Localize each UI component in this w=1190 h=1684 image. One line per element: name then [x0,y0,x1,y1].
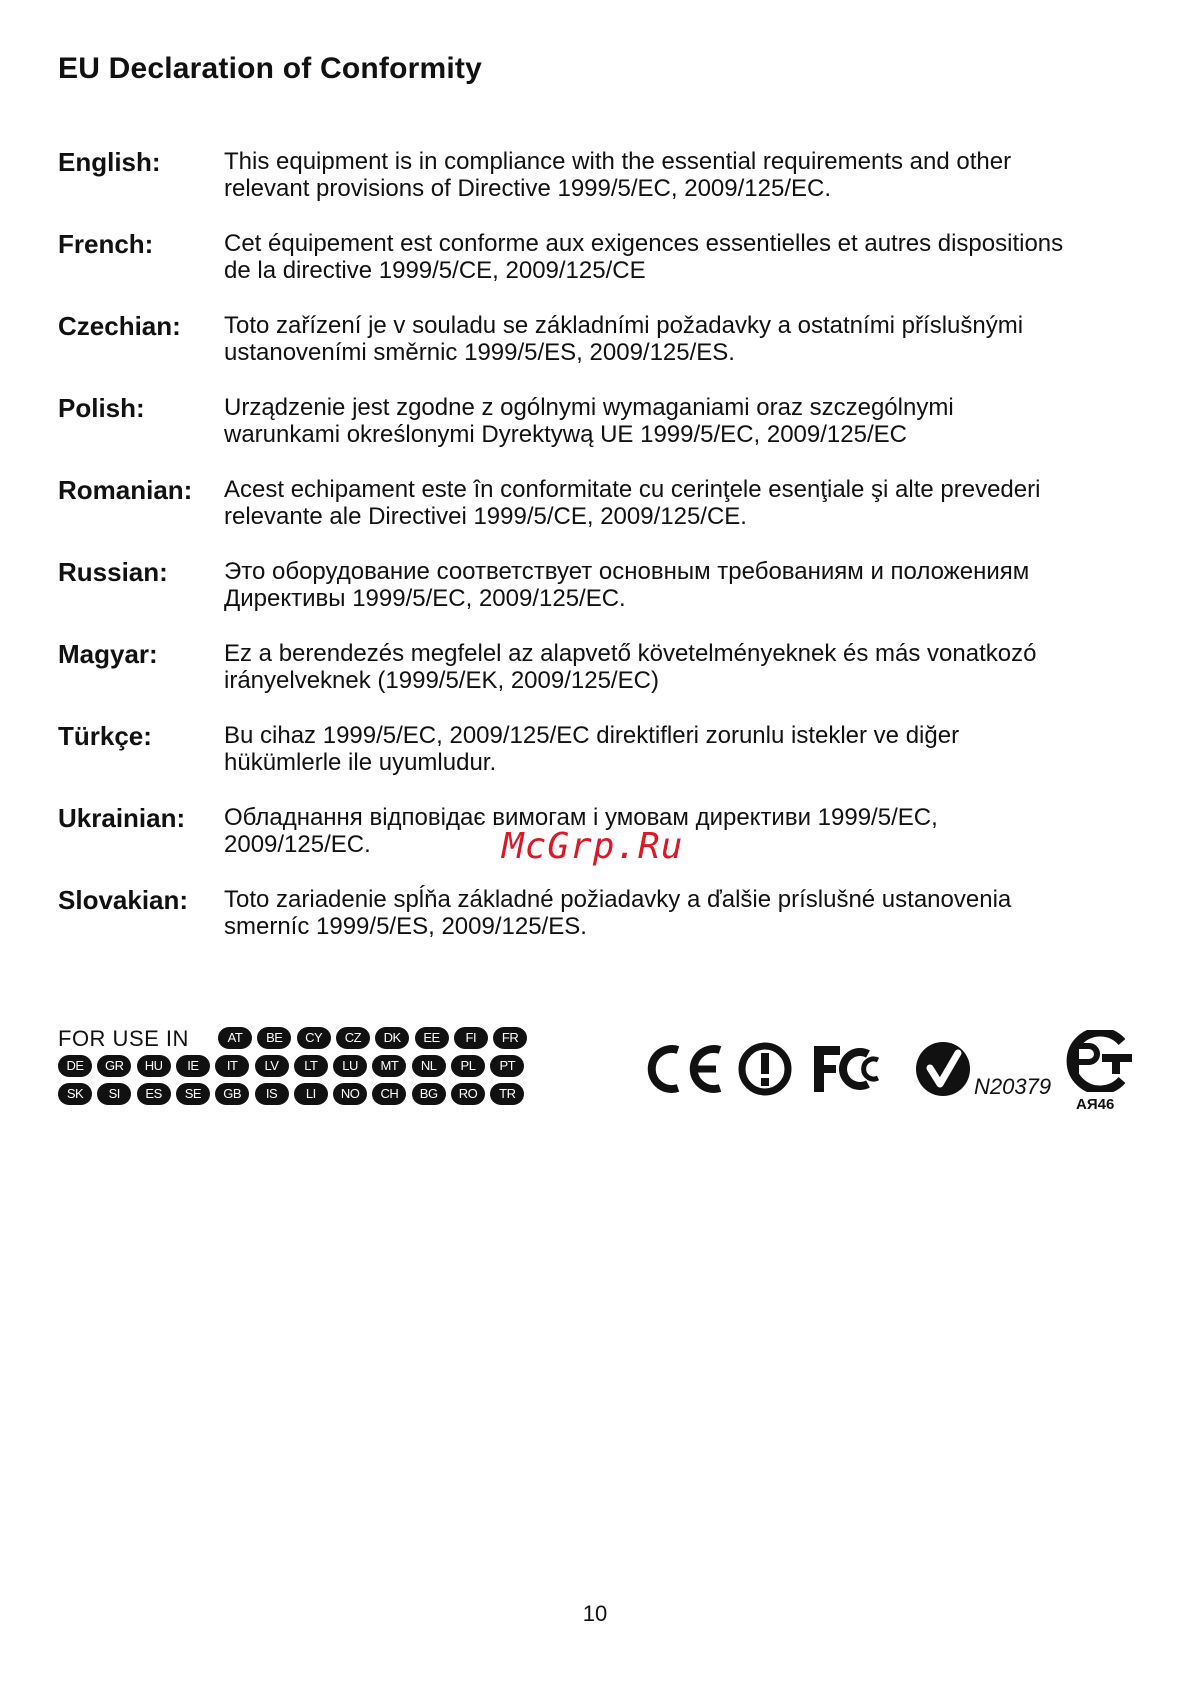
language-label: Polish: [58,393,145,423]
language-label: Magyar: [58,639,158,669]
country-badge: NL [412,1055,446,1077]
country-badge: TR [490,1083,524,1105]
declaration-text [224,804,1144,886]
country-badge: GR [97,1055,131,1077]
declaration-line: Обладнання відповідає вимогам і умовам директиви 1999/5/EC, [224,804,938,831]
declaration-line: de la directive 1999/5/CE, 2009/125/CE [224,257,646,284]
country-badge: LU [333,1055,367,1077]
declaration-row-romanian [58,476,1148,558]
certification-marks [644,1030,1144,1120]
fcc-mark-icon [812,1042,890,1096]
country-badge: FI [454,1027,488,1049]
country-badge: LT [294,1055,328,1077]
for-use-in-label: FOR USE IN [58,1026,189,1051]
declaration-line: Acest echipament este în conformitate cu cerinţele esenţiale şi alte prevederi [224,476,1041,503]
language-label: Czechian: [58,311,181,341]
country-badge: CZ [336,1027,370,1049]
alert-mark-icon [738,1042,792,1096]
ce-mark-icon [644,1040,728,1098]
n-code-label: N20379 [974,1074,1052,1099]
country-badge: IT [215,1055,249,1077]
country-badge: SI [97,1083,131,1105]
country-badge: RO [451,1083,485,1105]
declaration-text [224,230,1144,312]
country-badge: CH [372,1083,406,1105]
country-badge: MT [372,1055,406,1077]
declaration-text [224,640,1144,722]
country-badge: GB [215,1083,249,1105]
declaration-row-polish [58,394,1148,476]
country-badge: NO [333,1083,367,1105]
declaration-line: Ez a berendezés megfelel az alapvető követelményeknek és más vonatkozó [224,640,1037,667]
country-badge: LI [294,1083,328,1105]
declaration-line: smerníc 1999/5/ES, 2009/125/ES. [224,913,587,940]
declaration-line: warunkami określonymi Dyrektywą UE 1999/5/EC, 2009/125/EC [224,421,907,448]
declaration-line: Urządzenie jest zgodne z ogólnymi wymaganiami oraz szczególnymi [224,394,954,421]
declaration-line: Директивы 1999/5/EC, 2009/125/EC. [224,585,626,612]
country-badge: EE [415,1027,449,1049]
declaration-line: relevante ale Directivei 1999/5/CE, 2009/125/CE. [224,503,747,530]
declaration-text [224,722,1144,804]
gost-r-mark-icon [1056,1030,1134,1092]
declaration-line: 2009/125/EC. [224,831,371,858]
language-label: Slovakian: [58,885,189,915]
declaration-line: Bu cihaz 1999/5/EC, 2009/125/EC direktifleri zorunlu istekler ve diğer [224,722,960,749]
country-badge: SE [176,1083,210,1105]
language-label: Romanian: [58,475,193,505]
declaration-text [224,558,1144,640]
country-badge: HU [137,1055,171,1077]
declaration-line: Это оборудование соответствует основным требованиям и положениям [224,558,1030,585]
declaration-text [224,886,1144,968]
country-badge: LV [255,1055,289,1077]
country-badge: PT [490,1055,524,1077]
country-badge: CY [297,1027,331,1049]
declaration-row-czechian [58,312,1148,394]
language-label: Ukrainian: [58,803,186,833]
c-tick-mark-icon [914,1040,972,1098]
declaration-line: Cet équipement est conforme aux exigences essentielles et autres dispositions [224,230,1064,257]
country-badge: SK [58,1083,92,1105]
country-badge: ES [137,1083,171,1105]
declaration-text [224,476,1144,558]
country-badge: BG [412,1083,446,1105]
declaration-line: Toto zariadenie spĺňa základné požiadavky a ďalšie príslušné ustanovenia [224,886,1012,913]
declaration-line: ustanoveními směrnic 1999/5/ES, 2009/125/ES. [224,339,735,366]
declaration-row-magyar [58,640,1148,722]
country-badge: BE [257,1027,291,1049]
country-badge: FR [493,1027,527,1049]
page-title: EU Declaration of Conformity [58,52,482,85]
watermark: McGrp.Ru [502,826,684,867]
country-badge: PL [451,1055,485,1077]
declaration-row-turkce [58,722,1148,804]
declaration-row-french [58,230,1148,312]
declaration-row-slovakian [58,886,1148,968]
declaration-text [224,312,1144,394]
language-label: Russian: [58,557,168,587]
country-badge: IS [255,1083,289,1105]
country-badge: DK [375,1027,409,1049]
language-label: English: [58,147,161,177]
declaration-text [224,394,1144,476]
declaration-line: irányelveknek (1999/5/EK, 2009/125/EC) [224,667,659,694]
language-label: French: [58,229,154,259]
page-number: 10 [582,1601,608,1626]
declaration-line: hükümlerle ile uyumludur. [224,749,497,776]
declaration-line: Toto zařízení je v souladu se základními požadavky a ostatními příslušnými [224,312,1024,339]
declaration-line: relevant provisions of Directive 1999/5/EC, 2009/125/EC. [224,175,831,202]
language-label: Türkçe: [58,721,152,751]
declaration-row-russian [58,558,1148,640]
country-badge: AT [218,1027,252,1049]
country-badge: IE [176,1055,210,1077]
declaration-row-english [58,148,1148,230]
declaration-text [224,148,1144,230]
country-badge: DE [58,1055,92,1077]
declaration-line: This equipment is in compliance with the essential requirements and other [224,148,1012,175]
gost-code-label: АЯ46 [1076,1096,1115,1113]
